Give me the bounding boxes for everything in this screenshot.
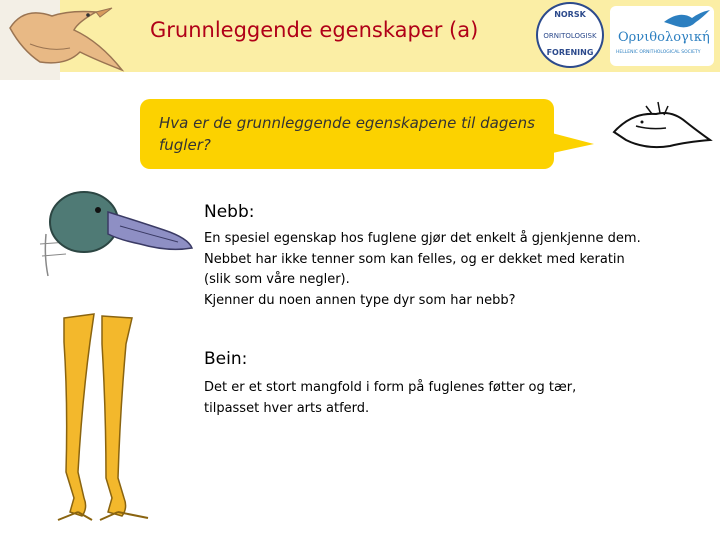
speech-bubble-tail [548, 128, 598, 158]
logo-middle-text: ORNITOLOGISK [543, 32, 597, 40]
bird-sketch-icon [606, 100, 714, 156]
question-text: Hva er de grunnleggende egenskapene til dagens fugler? [159, 114, 535, 154]
page-title: Grunnleggende egenskaper (a) [150, 18, 479, 42]
bird-legs-icon [48, 312, 158, 522]
section-text-beak [204, 229, 709, 311]
logo-top-text: NORSK [554, 10, 586, 19]
norsk-ornitologisk-forening-logo [536, 2, 604, 68]
hellenic-ornithological-society-logo [610, 6, 714, 66]
bird-drawing-icon [0, 0, 140, 80]
text-line: En spesiel egenskap hos fuglene gjør det enkelt å gjenkjenne dem. [204, 231, 641, 246]
logo-name-text: Ορνιθολογική [618, 30, 710, 45]
section-title-beak: Nebb: [204, 202, 255, 222]
text-line: tilpasset hver arts atferd. [204, 400, 370, 416]
swallow-icon [662, 8, 712, 32]
section-title-legs: Bein: [204, 349, 248, 369]
text-line: Nebbet har ikke tenner som kan felles, og er dekket med keratin [204, 251, 625, 267]
text-line: Det er et stort mangfold i form på fuglenes føtter og tær, [204, 380, 577, 395]
logo-bottom-text: FORENING [546, 48, 594, 57]
duck-head-icon [38, 186, 198, 282]
text-line: (slik som våre negler). [204, 272, 350, 287]
text-line: Kjenner du noen annen type dyr som har nebb? [204, 292, 516, 308]
section-text-legs [204, 378, 709, 419]
logo-subtitle-text: HELLENIC ORNITHOLOGICAL SOCIETY [616, 50, 701, 55]
